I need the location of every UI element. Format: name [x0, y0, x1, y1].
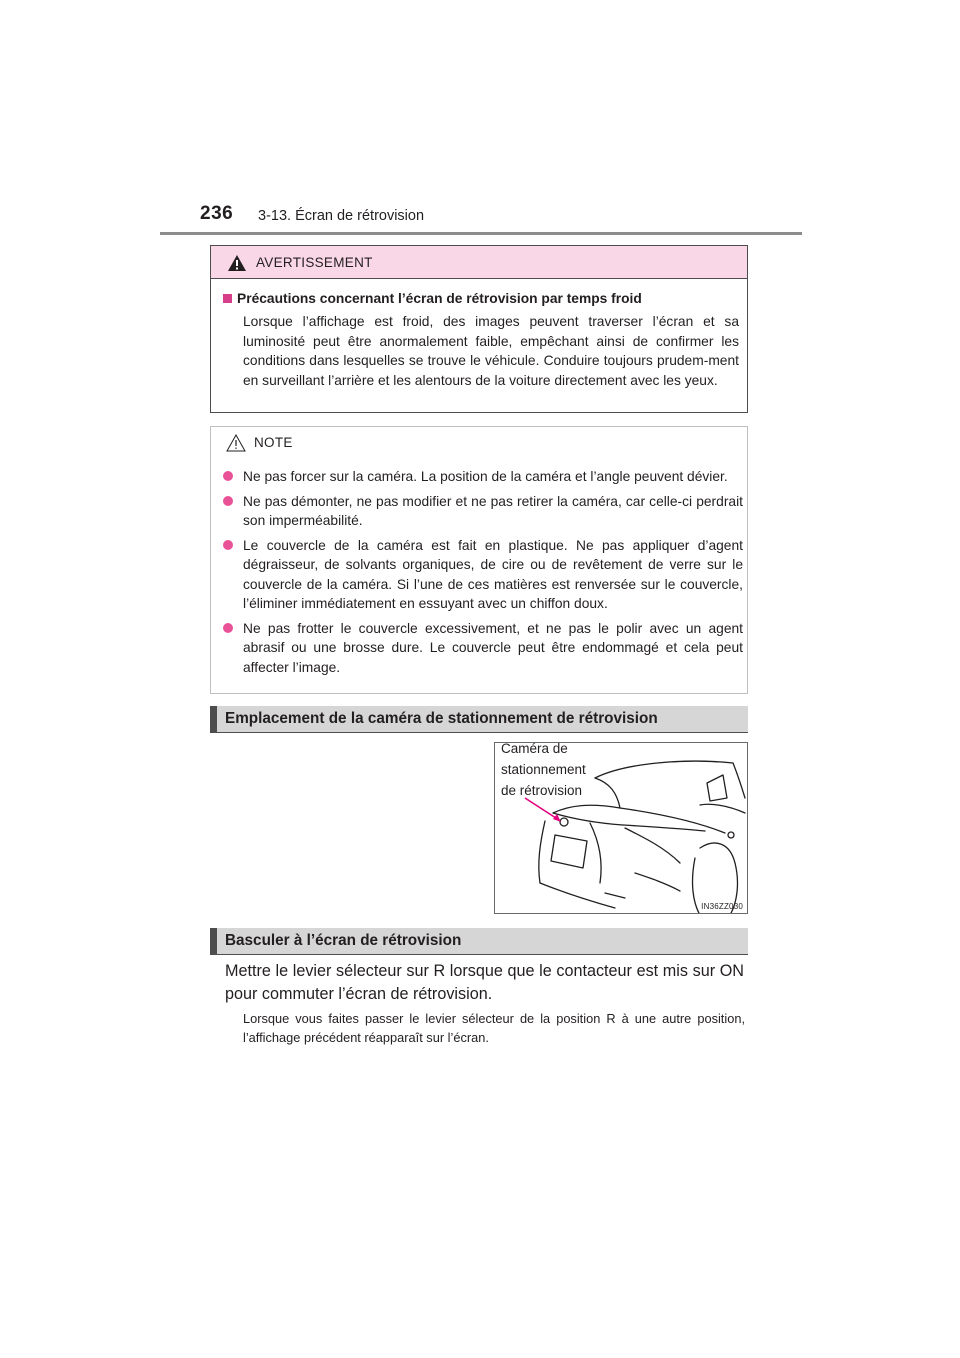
warning-item-title — [223, 291, 642, 306]
caution-triangle-icon — [226, 434, 246, 452]
note-item-text: Ne pas frotter le couvercle excessivement, et ne pas le polir avec un agent abrasif ou une brosse dure. Le couvercle peut être endommagé et cela peut affecter l’image. — [243, 620, 743, 675]
bullet-dot-icon — [223, 623, 233, 633]
figure-caption-line: Caméra de — [501, 742, 568, 756]
supplementary-text: Lorsque vous faites passer le levier sélecteur de la position R à une autre position, l’affichage précédent réapparaît sur l’écran. — [243, 1011, 745, 1045]
warning-box — [210, 245, 748, 413]
note-item — [221, 619, 743, 678]
header-rule — [160, 232, 802, 235]
bullet-dot-icon — [223, 496, 233, 506]
camera-location-figure — [494, 742, 748, 914]
note-item — [221, 536, 743, 614]
main-instruction-text: Mettre le levier sélecteur sur R lorsque que le contacteur est mis sur ON pour commuter l’écran de rétrovision. — [225, 962, 744, 1003]
warning-item-title-text: Précautions concernant l’écran de rétrovision par temps froid — [237, 291, 642, 306]
section-title: 3-13. Écran de rétrovision — [258, 208, 425, 224]
note-item — [221, 492, 743, 531]
section-heading-text: Emplacement de la caméra de stationnement de rétrovision — [225, 710, 658, 727]
note-box — [210, 426, 748, 694]
note-item — [221, 467, 743, 487]
warning-header — [211, 246, 747, 279]
figure-caption-line: de rétrovision — [501, 783, 583, 798]
note-item-text: Ne pas démonter, ne pas modifier et ne pas retirer la caméra, car celle-ci perdrait son imperméabilité. — [243, 493, 743, 528]
warning-label: AVERTISSEMENT — [256, 255, 373, 270]
page-number: 236 — [200, 203, 234, 224]
section-heading-camera-location — [210, 706, 748, 733]
square-bullet-icon — [223, 294, 232, 303]
bullet-dot-icon — [223, 471, 233, 481]
bullet-dot-icon — [223, 540, 233, 550]
figure-caption-line: stationnement — [501, 762, 586, 777]
section-heading-text: Basculer à l’écran de rétrovision — [225, 932, 462, 949]
note-item-text: Le couvercle de la caméra est fait en plastique. Ne pas appliquer d’agent dégraisseur, de solvants organiques, de cire ou de revêtement de verre sur le couvercle de la caméra. Si l’une de ces matières est renversée sur le couvercle, l’éliminer immédiatement en essuyant avec un chiffon doux. — [243, 537, 743, 611]
section-heading-switch-screen — [210, 928, 748, 955]
note-header — [226, 434, 293, 457]
warning-item-text: Lorsque l’affichage est froid, des images peuvent traverser l’écran et sa luminosité peut être anormalement faible, empêchant ainsi de confirmer les conditions dans lesquelles se trouve le véhicule. Conduire toujours prudem-ment en surveillant l’arrière et les alentours de la voiture directement avec les yeux. — [243, 314, 739, 388]
note-label: NOTE — [254, 435, 293, 450]
note-item-text: Ne pas forcer sur la caméra. La position de la caméra et l’angle peuvent dévier. — [243, 469, 728, 484]
note-list — [221, 467, 743, 682]
warning-triangle-icon — [228, 255, 246, 271]
figure-code: IN36ZZ030 — [701, 902, 743, 911]
